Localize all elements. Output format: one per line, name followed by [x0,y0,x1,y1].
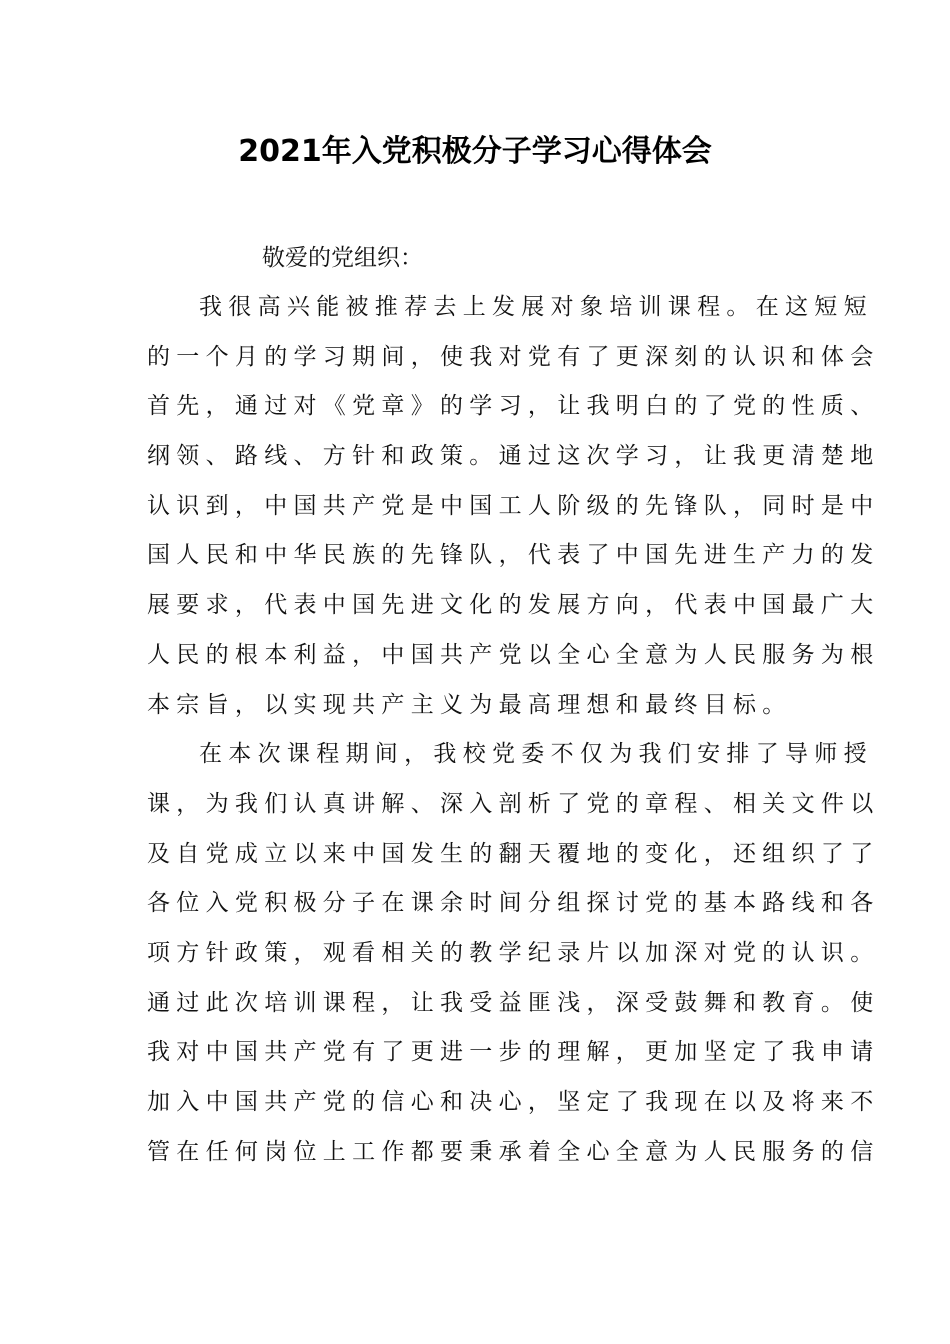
paragraph-2-line-4: 各位入党积极分子在课余时间分组探讨党的基本路线和各 [147,890,880,917]
paragraph-1-line-5: 认识到，中国共产党是中国工人阶级的先锋队，同时是中 [147,492,880,519]
paragraph-2-line-2: 课，为我们认真讲解、深入剖析了党的章程、相关文件以 [147,790,880,817]
paragraph-2-line-1: 在本次课程期间，我校党委不仅为我们安排了导师授 [199,741,873,768]
paragraph-2-line-7: 我对中国共产党有了更进一步的理解，更加坚定了我申请 [147,1039,880,1066]
document-body [147,287,880,1181]
paragraph-1-line-9: 本宗旨，以实现共产主义为最高理想和最终目标。 [147,691,792,718]
paragraph-2-line-3: 及自党成立以来中国发生的翻天覆地的变化，还组织了了 [147,840,880,867]
paragraph-1-line-6: 国人民和中华民族的先锋队，代表了中国先进生产力的发 [147,542,880,569]
paragraph-1-line-1: 我很高兴能被推荐去上发展对象培训课程。在这短短 [199,294,873,320]
paragraph-1-line-3: 首先，通过对《党章》的学习，让我明白的了党的性质、 [147,393,880,420]
paragraph-1-line-2: 的一个月的学习期间，使我对党有了更深刻的认识和体会 [147,343,880,370]
document-title: 2021年入党积极分子学习心得体会 [238,134,712,169]
paragraph-2-line-8: 加入中国共产党的信心和决心，坚定了我现在以及将来不 [147,1089,880,1115]
paragraph-1-line-4: 纲领、路线、方针和政策。通过这次学习，让我更清楚地 [147,443,880,470]
salutation: 敬爱的党组织： [262,245,423,271]
paragraph-2-line-5: 项方针政策，观看相关的教学纪录片以加深对党的认识。 [147,939,880,966]
paragraph-1-line-7: 展要求，代表中国先进文化的发展方向，代表中国最广大 [147,592,880,619]
paragraph-1-line-8: 人民的根本利益，中国共产党以全心全意为人民服务为根 [147,641,880,668]
paragraph-2-line-6: 通过此次培训课程，让我受益匪浅，深受鼓舞和教育。使 [147,989,880,1016]
paragraph-2-line-9: 管在任何岗位上工作都要秉承着全心全意为人民服务的信 [147,1138,880,1165]
